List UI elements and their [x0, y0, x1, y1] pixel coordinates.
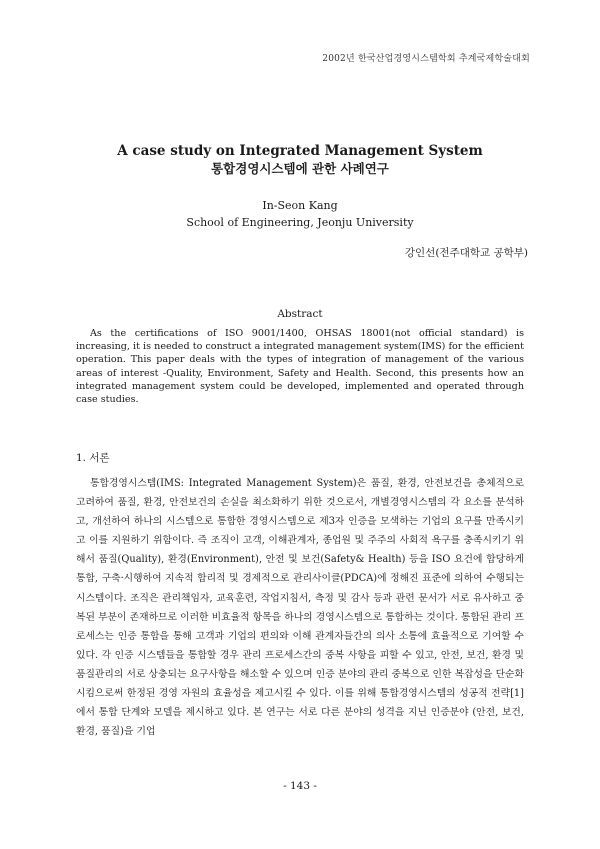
abstract-body: As the certifications of ISO 9001/1400, OHSAS 18001(not official standard) is increasing, it is needed to construct a integrated management system(IMS) for the efficient operation. This paper deals with the types of integration of management of the various areas of interest -Quality, Environment, Safety and Health. Second, this presents how an integrated management system could be developed, implemented and operated through case studies. [76, 328, 524, 406]
paper-title-english: A case study on Integrated Management System [117, 143, 483, 159]
title-block [0, 142, 600, 178]
paper-title-korean: 통합경영시스템에 관한 사례연구 [211, 161, 389, 176]
author-affiliation: School of Engineering, Jeonju University [186, 216, 414, 229]
section-heading-introduction: 1. 서론 [76, 452, 110, 464]
author-block [0, 197, 600, 231]
abstract-heading: Abstract [277, 308, 323, 320]
author-korean: 강인선(전주대학교 공학부) [404, 247, 528, 259]
page-number: - 143 - [283, 780, 317, 792]
running-header: 2002년 한국산업경영시스템학회 추계국제학술대회 [322, 54, 530, 64]
author-name: In-Seon Kang [262, 199, 338, 212]
section-body-introduction: 통합경영시스템(IMS: Integrated Management System)은 품질, 환경, 안전보건을 총체적으로 고려하여 품질, 환경, 안전보건의 손실을 최소화하기 위한 것으로서, 개별경영시스템의 각 요소를 분석하고, 개선하여 하나의 시스템으로 통합한 경영시스템으로 제3자 인증을 모색하는 기업의 요구를 만족시키고 이를 지원하기 위함이다. 즉 조직이 고객, 이해관계자, 종업원 및 주주의 사회적 욕구를 충족시키기 위해서 품질(Quality), 환경(Environment), 안전 및 보건(Safety& Health) 등을 ISO 요건에 합당하게 통합, 구축·시행하여 지속적 합리적 및 경제적으로 관리사이클(PDCA)에 정해진 표준에 의하여 수행되는 시스템이다. 조직은 관리책임자, 교육훈련, 작업지침서, 측정 및 감사 등과 관련 문서가 서로 유사하고 중복된 부분이 존재하므로 이러한 비효율적 항목을 하나의 경영시스템으로 통합하는 것이다. 통합된 관리 프로세스는 인증 통합을 통해 고객과 기업의 편의와 이해 관계자들간의 의사 소통에 효율적으로 기여할 수 있다. 각 인증 시스템들을 통합할 경우 관리 프로세스간의 중복 사항을 피할 수 있고, 안전, 보건, 환경 및 품질관리의 서로 상충되는 요구사항을 해소할 수 있으며 인증 분야의 관리 중복으로 인한 복잡성을 단순화시킴으로써 한정된 경영 자원의 효율성을 제고시킬 수 있다. 이를 위해 통합경영시스템의 성공적 전략[1]에서 통합 단계와 모델을 제시하고 있다. 본 연구는 서로 다른 분야의 성격을 지닌 인증분야 (안전, 보건, 환경, 품질)을 기업 [76, 478, 524, 738]
